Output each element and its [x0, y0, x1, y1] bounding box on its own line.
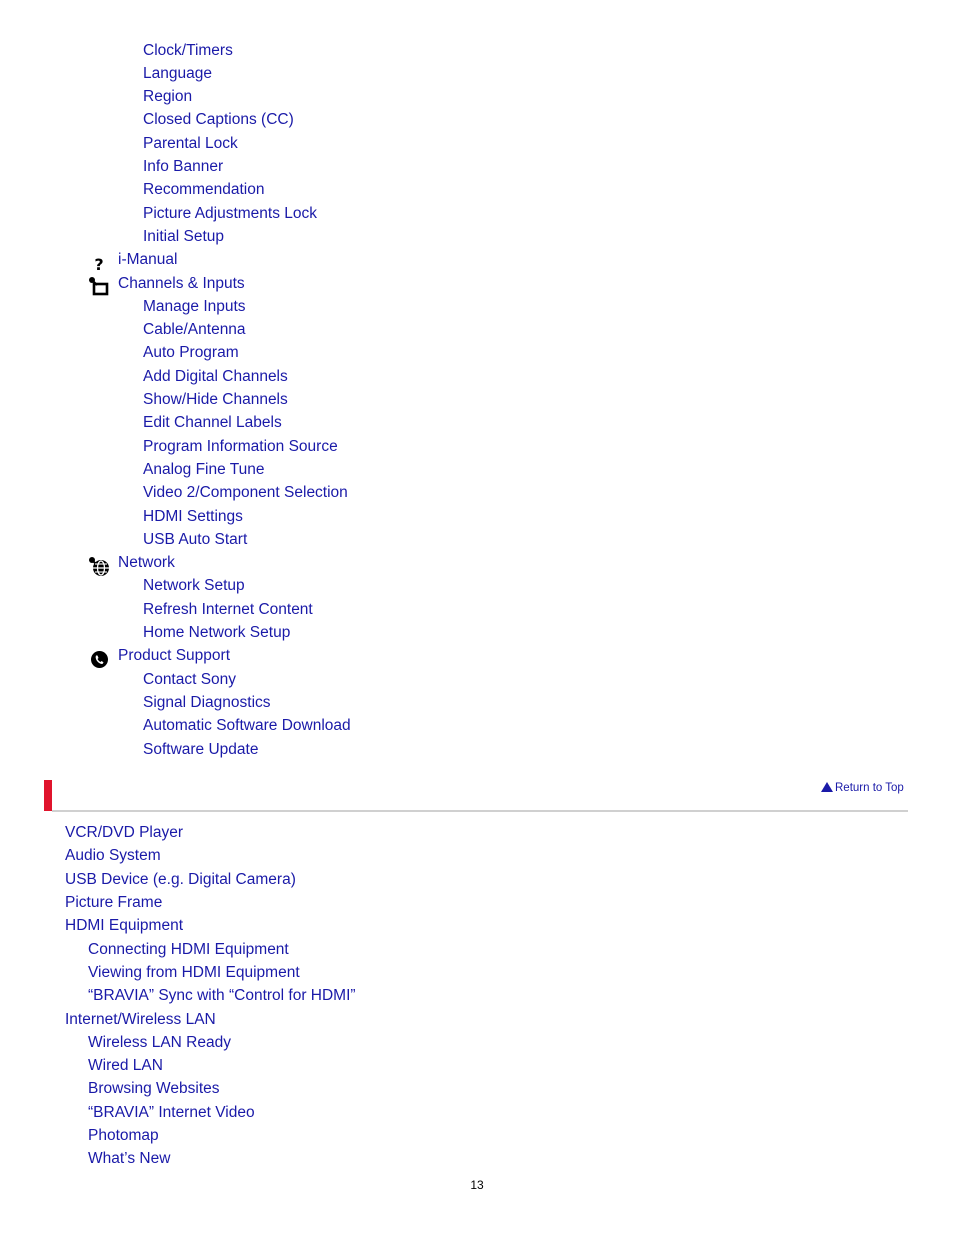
page-number: 13 — [470, 1178, 484, 1192]
link-home-network-setup[interactable]: Home Network Setup — [143, 624, 291, 641]
link-wired-lan[interactable]: Wired LAN — [88, 1057, 163, 1074]
link-signal-diagnostics[interactable]: Signal Diagnostics — [143, 694, 271, 711]
link-channels-inputs[interactable]: Channels & Inputs — [118, 275, 245, 292]
section-marker — [44, 780, 52, 811]
link-parental-lock[interactable]: Parental Lock — [143, 135, 238, 152]
link-hdmi-settings[interactable]: HDMI Settings — [143, 508, 243, 525]
phone-support-icon — [90, 650, 109, 669]
link-bravia-internet-video[interactable]: “BRAVIA” Internet Video — [88, 1104, 255, 1121]
link-product-support[interactable]: Product Support — [118, 647, 231, 664]
link-network[interactable]: Network — [118, 554, 175, 571]
link-usb-device[interactable]: USB Device (e.g. Digital Camera) — [65, 871, 296, 888]
link-region[interactable]: Region — [143, 88, 193, 105]
link-refresh-internet-content[interactable]: Refresh Internet Content — [143, 601, 313, 618]
link-auto-program[interactable]: Auto Program — [143, 344, 239, 361]
link-cable-antenna[interactable]: Cable/Antenna — [143, 321, 246, 338]
link-clock-timers[interactable]: Clock/Timers — [143, 42, 233, 59]
link-info-banner[interactable]: Info Banner — [143, 158, 224, 175]
network-globe-icon — [88, 556, 111, 577]
channels-inputs-icon — [88, 276, 110, 296]
link-whats-new[interactable]: What’s New — [88, 1150, 171, 1167]
link-usb-auto-start[interactable]: USB Auto Start — [143, 531, 248, 548]
link-bravia-sync[interactable]: “BRAVIA” Sync with “Control for HDMI” — [88, 987, 356, 1004]
link-contact-sony[interactable]: Contact Sony — [143, 671, 237, 688]
return-to-top-label: Return to Top — [835, 782, 904, 794]
link-show-hide-channels[interactable]: Show/Hide Channels — [143, 391, 288, 408]
link-hdmi-equipment[interactable]: HDMI Equipment — [65, 917, 184, 934]
link-edit-channel-labels[interactable]: Edit Channel Labels — [143, 414, 282, 431]
link-audio-system[interactable]: Audio System — [65, 847, 161, 864]
question-icon — [91, 255, 107, 273]
link-initial-setup[interactable]: Initial Setup — [143, 228, 224, 245]
link-add-digital-channels[interactable]: Add Digital Channels — [143, 368, 288, 385]
link-connecting-hdmi-equipment[interactable]: Connecting HDMI Equipment — [88, 941, 289, 958]
link-viewing-from-hdmi-equipment[interactable]: Viewing from HDMI Equipment — [88, 964, 300, 981]
link-automatic-software-download[interactable]: Automatic Software Download — [143, 717, 351, 734]
link-network-setup[interactable]: Network Setup — [143, 577, 245, 594]
return-to-top-link[interactable] — [821, 782, 904, 794]
link-language[interactable]: Language — [143, 65, 212, 82]
section-divider — [52, 810, 908, 812]
link-manage-inputs[interactable]: Manage Inputs — [143, 298, 246, 315]
link-program-information-source[interactable]: Program Information Source — [143, 438, 338, 455]
link-wireless-lan-ready[interactable]: Wireless LAN Ready — [88, 1034, 231, 1051]
link-software-update[interactable]: Software Update — [143, 741, 259, 758]
link-i-manual[interactable]: i-Manual — [118, 251, 178, 268]
link-picture-adjustments-lock[interactable]: Picture Adjustments Lock — [143, 205, 318, 222]
link-browsing-websites[interactable]: Browsing Websites — [88, 1080, 220, 1097]
link-recommendation[interactable]: Recommendation — [143, 181, 265, 198]
link-photomap[interactable]: Photomap — [88, 1127, 159, 1144]
link-analog-fine-tune[interactable]: Analog Fine Tune — [143, 461, 265, 478]
link-video2-component-selection[interactable]: Video 2/Component Selection — [143, 484, 348, 501]
svg-text:?: ? — [94, 255, 104, 273]
link-vcr-dvd-player[interactable]: VCR/DVD Player — [65, 824, 183, 841]
triangle-up-icon — [821, 782, 833, 792]
link-picture-frame[interactable]: Picture Frame — [65, 894, 163, 911]
link-closed-captions[interactable]: Closed Captions (CC) — [143, 111, 294, 128]
link-internet-wireless-lan[interactable]: Internet/Wireless LAN — [65, 1011, 216, 1028]
